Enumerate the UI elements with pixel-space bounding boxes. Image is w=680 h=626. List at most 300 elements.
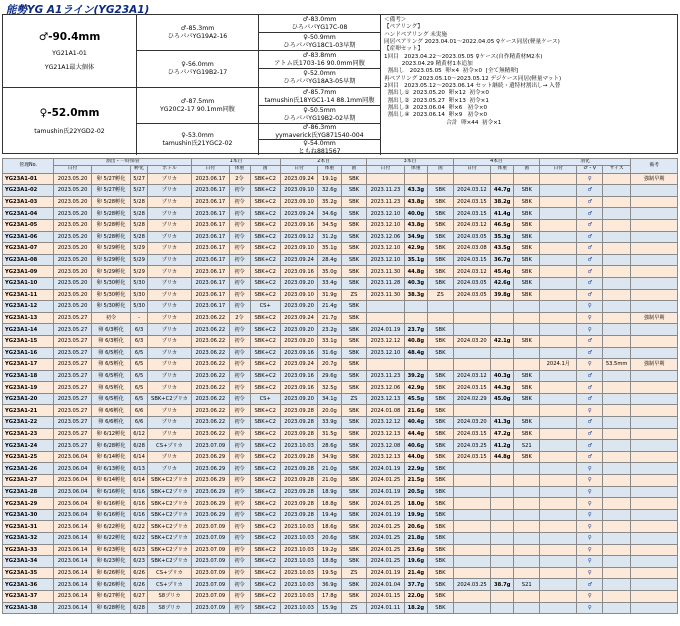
table-cell: 23.6g <box>404 544 427 556</box>
table-row[interactable] <box>3 602 678 614</box>
table-cell: プリカ <box>147 173 191 185</box>
table-cell <box>514 521 540 533</box>
table-cell: ♀ <box>577 301 603 313</box>
grand-cell-5 <box>259 88 381 106</box>
table-row[interactable] <box>3 173 678 185</box>
table-cell <box>603 289 631 301</box>
table-cell <box>540 602 577 614</box>
table-cell: SBK <box>341 417 367 429</box>
table-row[interactable] <box>3 277 678 289</box>
table-cell: 2023.07.09 <box>192 440 229 452</box>
table-cell: 卵 6/5孵化 <box>91 359 131 371</box>
table-cell: 18.6g <box>318 521 341 533</box>
table-cell: 2023.06.14 <box>54 556 91 568</box>
grand-id: tamushin氏18YGC1-14 88.1mm同腹 <box>264 96 375 104</box>
table-cell <box>514 509 540 521</box>
table-cell: 5/30 <box>131 289 147 301</box>
table-row[interactable] <box>3 486 678 498</box>
table-cell <box>603 567 631 579</box>
table-cell: SBK <box>341 173 367 185</box>
table-cell <box>491 359 514 371</box>
table-cell: 31.6g <box>318 347 341 359</box>
table-cell <box>514 301 540 313</box>
table-cell: SBK <box>514 219 540 231</box>
table-cell: 5/29 <box>131 266 147 278</box>
table-row[interactable] <box>3 382 678 394</box>
table-cell: 5/30 <box>131 277 147 289</box>
table-cell: 2023.06.14 <box>54 544 91 556</box>
table-row[interactable] <box>3 370 678 382</box>
table-cell: 2023.09.28 <box>280 451 317 463</box>
table-cell: 2023.12.13 <box>367 393 404 405</box>
table-cell: 2023.06.17 <box>192 254 229 266</box>
table-cell: 2023.05.27 <box>54 428 91 440</box>
table-cell <box>453 359 490 371</box>
table-cell: 2023.12.10 <box>367 208 404 220</box>
table-cell <box>540 289 577 301</box>
table-cell: ♂ <box>577 219 603 231</box>
table-cell: 2023.06.22 <box>192 417 229 429</box>
row-id: YG23A1-01 <box>3 173 54 185</box>
row-id: YG23A1-27 <box>3 475 54 487</box>
table-cell: SBK+C2 <box>250 463 280 475</box>
table-cell: 初令 <box>229 428 250 440</box>
table-cell: 42.9g <box>404 382 427 394</box>
table-cell: 53.5mm <box>603 359 631 371</box>
table-cell: 40.4g <box>404 417 427 429</box>
table-cell: 45.0g <box>491 393 514 405</box>
table-cell <box>491 590 514 602</box>
table-cell <box>631 393 678 405</box>
table-row[interactable] <box>3 498 678 510</box>
table-cell: 2024.01.25 <box>367 556 404 568</box>
table-cell <box>540 498 577 510</box>
table-cell: 2023.09.24 <box>280 254 317 266</box>
table-cell: 28.6g <box>318 440 341 452</box>
table-cell: 2023.10.03 <box>280 602 317 614</box>
table-cell <box>540 428 577 440</box>
table-cell: 2024.03.15 <box>453 254 490 266</box>
table-cell <box>540 301 577 313</box>
table-cell <box>491 556 514 568</box>
col-header: 日付 <box>367 166 404 173</box>
table-cell: 2023.07.09 <box>192 579 229 591</box>
table-row[interactable] <box>3 440 678 452</box>
table-cell <box>453 475 490 487</box>
table-cell: SBK+C2 <box>250 533 280 545</box>
table-cell <box>491 475 514 487</box>
table-row[interactable] <box>3 544 678 556</box>
pedigree-panel <box>2 14 678 154</box>
table-cell: SBK+C2 <box>250 556 280 568</box>
table-cell: 2令 <box>229 312 250 324</box>
grand-id: ひろパパYG17C-08 <box>291 23 348 31</box>
table-row[interactable] <box>3 324 678 336</box>
table-cell <box>540 231 577 243</box>
table-cell: プリカ <box>147 324 191 336</box>
group-header: 羽化 <box>540 159 631 166</box>
table-row[interactable] <box>3 405 678 417</box>
table-cell: 2024.01.25 <box>367 475 404 487</box>
table-cell: 卵 6/13孵化 <box>91 463 131 475</box>
table-cell: 29.6g <box>318 370 341 382</box>
col-header: 菌 <box>341 166 367 173</box>
table-cell: 2023.05.20 <box>54 243 91 255</box>
table-cell <box>453 602 490 614</box>
table-cell <box>514 173 540 185</box>
table-cell <box>367 359 404 371</box>
table-cell: 2023.05.27 <box>54 440 91 452</box>
table-cell <box>631 301 678 313</box>
table-row[interactable] <box>3 196 678 208</box>
row-id: YG23A1-25 <box>3 451 54 463</box>
table-cell: SBK <box>341 243 367 255</box>
table-cell: SBK <box>341 185 367 197</box>
table-cell <box>540 590 577 602</box>
table-cell: 6/14 <box>131 475 147 487</box>
row-id: YG23A1-30 <box>3 509 54 521</box>
table-row[interactable] <box>3 451 678 463</box>
table-cell: 46.5g <box>491 219 514 231</box>
table-cell: 2023.06.14 <box>54 590 91 602</box>
table-cell: 2023.05.27 <box>54 324 91 336</box>
table-cell <box>631 231 678 243</box>
table-cell: CS+ <box>250 301 280 313</box>
col-header: 日付 <box>192 166 229 173</box>
table-cell: 初令 <box>229 289 250 301</box>
table-cell: 2023.09.16 <box>280 266 317 278</box>
table-cell <box>603 301 631 313</box>
table-cell: 2023.06.14 <box>54 521 91 533</box>
table-cell: 35.2g <box>318 196 341 208</box>
table-cell: ♀ <box>577 405 603 417</box>
table-cell: SBK+C2 <box>250 312 280 324</box>
row-id: YG23A1-26 <box>3 463 54 475</box>
table-cell: 卵 6/3孵化 <box>91 324 131 336</box>
table-cell: 2024.03.20 <box>453 335 490 347</box>
table-cell: プリカ <box>147 417 191 429</box>
table-cell <box>540 393 577 405</box>
table-row[interactable] <box>3 417 678 429</box>
table-cell: 2023.05.20 <box>54 277 91 289</box>
row-id: YG23A1-10 <box>3 277 54 289</box>
table-cell: 31.2g <box>318 231 341 243</box>
table-cell: ♂ <box>577 370 603 382</box>
table-cell <box>631 185 678 197</box>
table-cell: 強制早期 <box>631 173 678 185</box>
group-header: 備考 <box>631 159 678 174</box>
table-cell: SBK <box>428 556 454 568</box>
table-cell: 6/22 <box>131 533 147 545</box>
row-id: YG23A1-13 <box>3 312 54 324</box>
table-cell: SBK <box>341 266 367 278</box>
table-cell <box>631 463 678 475</box>
table-cell <box>631 254 678 266</box>
grand-cell-1 <box>259 15 381 33</box>
table-cell: 33.4g <box>318 277 341 289</box>
table-cell: SBK <box>341 231 367 243</box>
grand-cell-8 <box>259 140 381 155</box>
col-header: 体重 <box>491 166 514 173</box>
grand-cell-2 <box>259 33 381 51</box>
table-row[interactable] <box>3 219 678 231</box>
larvae-table <box>2 158 678 614</box>
table-cell: 2024.1月 <box>540 359 577 371</box>
table-cell <box>603 463 631 475</box>
table-cell <box>631 521 678 533</box>
table-cell: 卵 5/30孵化 <box>91 277 131 289</box>
table-cell: 42.9g <box>404 243 427 255</box>
table-cell: SBK+C2 <box>250 498 280 510</box>
table-cell: SBK+C2 <box>250 335 280 347</box>
table-row[interactable] <box>3 556 678 568</box>
table-cell: ♀ <box>577 475 603 487</box>
group-header-row <box>3 159 678 166</box>
table-cell: 2024.01.25 <box>367 498 404 510</box>
table-cell: SBK <box>428 231 454 243</box>
table-cell: 2023.12.10 <box>367 243 404 255</box>
table-cell: SBK+C2 <box>250 579 280 591</box>
table-row[interactable] <box>3 521 678 533</box>
table-cell <box>631 533 678 545</box>
table-row[interactable] <box>3 185 678 197</box>
table-cell <box>540 312 577 324</box>
table-cell: 2023.09.10 <box>280 243 317 255</box>
table-cell: 2023.10.03 <box>280 521 317 533</box>
table-cell: ♂ <box>577 579 603 591</box>
table-cell <box>631 498 678 510</box>
table-cell <box>631 509 678 521</box>
table-cell: S21 <box>514 579 540 591</box>
table-cell <box>514 544 540 556</box>
table-cell: 卵 6/12孵化 <box>91 428 131 440</box>
table-cell: SBK+C2 <box>250 486 280 498</box>
table-cell: 6/3 <box>131 335 147 347</box>
table-cell <box>491 347 514 359</box>
table-cell: 2023.11.28 <box>367 277 404 289</box>
table-cell <box>603 347 631 359</box>
table-cell <box>453 173 490 185</box>
table-row[interactable] <box>3 254 678 266</box>
table-cell <box>603 277 631 289</box>
table-cell: 2023.05.27 <box>54 382 91 394</box>
table-cell: 45.4g <box>491 266 514 278</box>
table-cell: 2023.12.10 <box>367 347 404 359</box>
table-cell: 44.4g <box>404 428 427 440</box>
table-cell: 卵 5/28孵化 <box>91 231 131 243</box>
table-cell <box>540 196 577 208</box>
table-row[interactable] <box>3 475 678 487</box>
table-cell: プリカ <box>147 347 191 359</box>
table-cell <box>540 451 577 463</box>
table-row[interactable] <box>3 428 678 440</box>
table-cell <box>540 243 577 255</box>
table-row[interactable] <box>3 579 678 591</box>
table-cell: 34.6g <box>318 208 341 220</box>
table-cell: ♂ <box>577 382 603 394</box>
table-cell: 43.8g <box>404 219 427 231</box>
table-cell: 卵 5/28孵化 <box>91 208 131 220</box>
table-cell: 5/28 <box>131 208 147 220</box>
table-cell: 21.6g <box>404 405 427 417</box>
table-cell: 2023.05.20 <box>54 173 91 185</box>
table-row[interactable] <box>3 301 678 313</box>
table-cell: 2023.06.04 <box>54 475 91 487</box>
dam-size: ♀-52.0mm <box>39 107 100 120</box>
table-cell <box>514 590 540 602</box>
table-cell: ♀ <box>577 486 603 498</box>
table-cell: 卵 6/23孵化 <box>91 544 131 556</box>
table-cell <box>603 324 631 336</box>
table-cell <box>603 254 631 266</box>
table-cell: 41.4g <box>491 208 514 220</box>
table-cell: 41.3g <box>491 417 514 429</box>
table-cell: 31.5g <box>318 428 341 440</box>
table-row[interactable] <box>3 533 678 545</box>
table-row[interactable] <box>3 347 678 359</box>
table-cell: 19.6g <box>404 556 427 568</box>
table-cell: 6/14 <box>131 451 147 463</box>
table-cell: 初令 <box>229 243 250 255</box>
table-cell: SBK+C2 <box>250 254 280 266</box>
table-row[interactable] <box>3 231 678 243</box>
table-cell: SBK <box>428 428 454 440</box>
dam-father-cell <box>137 88 259 124</box>
table-cell <box>367 301 404 313</box>
table-row[interactable] <box>3 312 678 324</box>
table-cell <box>404 312 427 324</box>
table-cell: 6/23 <box>131 544 147 556</box>
table-cell: 45.5g <box>404 393 427 405</box>
table-cell: 18.2g <box>404 602 427 614</box>
table-cell <box>603 196 631 208</box>
table-cell: SBK <box>428 185 454 197</box>
table-cell: 2023.12.10 <box>367 219 404 231</box>
table-cell: ♂ <box>577 440 603 452</box>
sire-father-id: ひろパパYG19A2-16 <box>167 32 228 40</box>
table-cell <box>514 486 540 498</box>
table-cell: 2024.01.19 <box>367 463 404 475</box>
table-cell <box>603 440 631 452</box>
table-cell: 卵 5/29孵化 <box>91 266 131 278</box>
table-cell: SBK <box>428 590 454 602</box>
row-id: YG23A1-24 <box>3 440 54 452</box>
table-cell: SBK <box>428 254 454 266</box>
table-cell: 22.9g <box>404 463 427 475</box>
table-cell: 初令 <box>229 266 250 278</box>
table-cell: SBK <box>428 277 454 289</box>
table-cell <box>514 567 540 579</box>
table-cell: SBK+C2プリカ <box>147 475 191 487</box>
table-cell: 5/29 <box>131 243 147 255</box>
table-cell <box>631 428 678 440</box>
table-cell: 40.0g <box>404 208 427 220</box>
table-cell: 卵 6/16孵化 <box>91 498 131 510</box>
table-cell <box>603 486 631 498</box>
group-header: 割出・一時保管 <box>54 159 192 166</box>
table-cell: SBK <box>341 498 367 510</box>
table-row[interactable] <box>3 289 678 301</box>
table-cell: 40.8g <box>404 335 427 347</box>
table-cell: 2024.01.15 <box>367 590 404 602</box>
table-cell: 卵 5/30孵化 <box>91 289 131 301</box>
table-cell: ♀ <box>577 602 603 614</box>
table-cell <box>631 243 678 255</box>
table-cell <box>631 475 678 487</box>
table-cell: 2024.01.04 <box>367 579 404 591</box>
table-cell: 2023.05.27 <box>54 359 91 371</box>
table-cell <box>603 393 631 405</box>
table-cell: 42.1g <box>491 335 514 347</box>
table-row[interactable] <box>3 567 678 579</box>
table-row[interactable] <box>3 208 678 220</box>
table-cell <box>491 544 514 556</box>
table-cell <box>491 567 514 579</box>
table-cell: 2023.06.22 <box>192 335 229 347</box>
table-cell <box>540 567 577 579</box>
table-cell: 5/28 <box>131 219 147 231</box>
table-cell: ♀ <box>577 521 603 533</box>
table-row[interactable] <box>3 335 678 347</box>
table-cell: 34.1g <box>318 393 341 405</box>
table-cell: SBK <box>341 324 367 336</box>
table-cell: SBK <box>341 277 367 289</box>
table-cell: 44.0g <box>404 451 427 463</box>
table-cell: SBK <box>514 289 540 301</box>
grand-id: ともね881567 <box>298 147 341 155</box>
table-cell <box>540 440 577 452</box>
table-cell: SBK <box>514 208 540 220</box>
table-cell: 初令 <box>229 277 250 289</box>
table-cell: 初令 <box>229 405 250 417</box>
table-row[interactable] <box>3 509 678 521</box>
table-row[interactable] <box>3 266 678 278</box>
table-cell: SBK+C2 <box>250 451 280 463</box>
table-cell: 20.7g <box>318 359 341 371</box>
table-row[interactable] <box>3 359 678 371</box>
sire-cell <box>3 15 137 88</box>
table-cell: 19.5g <box>318 567 341 579</box>
table-cell: 44.3g <box>491 382 514 394</box>
table-cell: 初令 <box>229 417 250 429</box>
table-cell: SBK <box>428 324 454 336</box>
table-cell: - <box>131 312 147 324</box>
table-cell: 初令 <box>91 312 131 324</box>
table-cell: 48.4g <box>404 347 427 359</box>
table-cell: 5/27 <box>131 173 147 185</box>
table-cell: SBK <box>514 185 540 197</box>
table-cell: 2023.06.17 <box>192 219 229 231</box>
table-cell: ♂ <box>577 196 603 208</box>
table-cell: 28.4g <box>318 254 341 266</box>
table-cell: SBK <box>341 428 367 440</box>
table-row[interactable] <box>3 243 678 255</box>
table-row[interactable] <box>3 463 678 475</box>
table-row[interactable] <box>3 393 678 405</box>
table-cell: 35.0g <box>318 266 341 278</box>
table-cell: 卵 5/29孵化 <box>91 254 131 266</box>
table-cell: 2023.09.20 <box>280 324 317 336</box>
table-cell <box>540 254 577 266</box>
table-cell <box>491 486 514 498</box>
table-cell: SBK <box>428 405 454 417</box>
table-cell: 卵 5/27孵化 <box>91 173 131 185</box>
row-id: YG23A1-22 <box>3 417 54 429</box>
table-cell <box>603 451 631 463</box>
table-cell: 2023.06.29 <box>192 475 229 487</box>
table-row[interactable] <box>3 590 678 602</box>
table-cell: 2023.09.28 <box>280 428 317 440</box>
